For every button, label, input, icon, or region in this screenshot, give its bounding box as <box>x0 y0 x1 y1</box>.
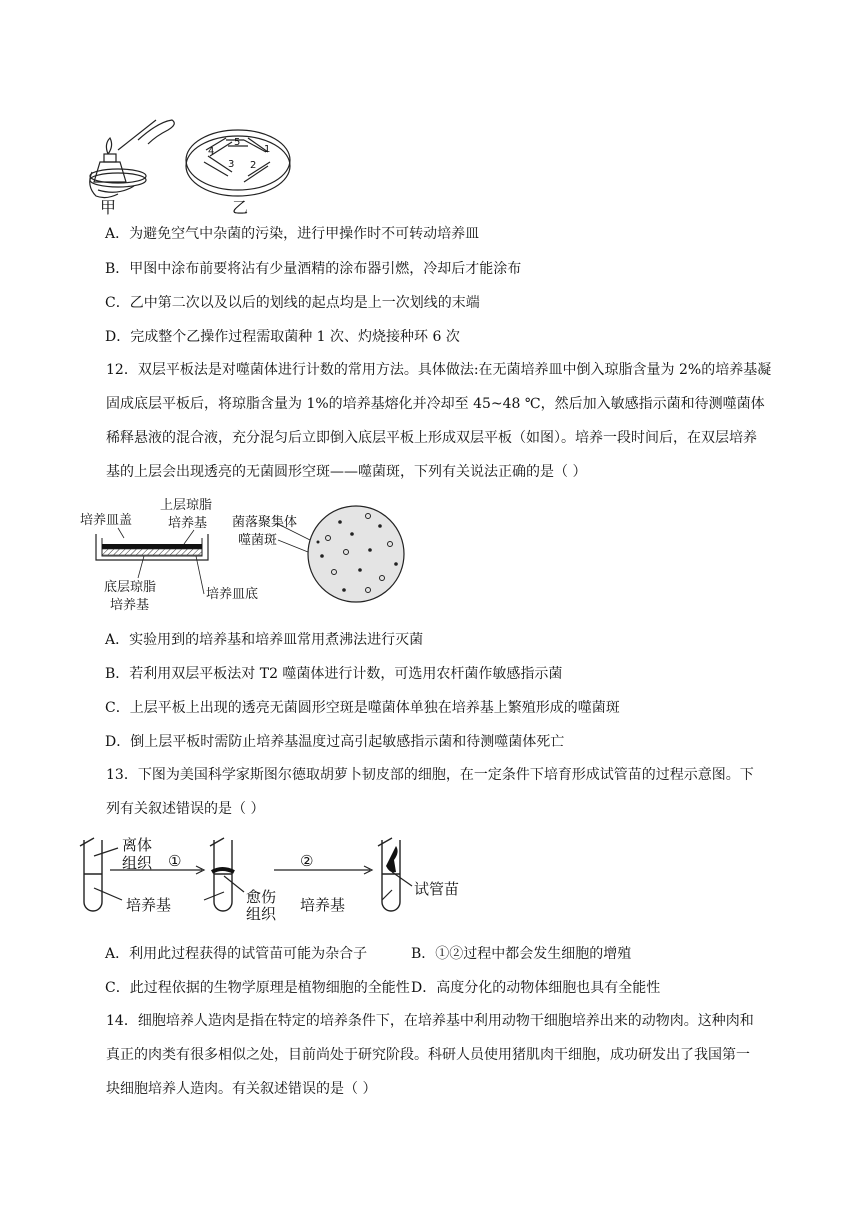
region-1: 1 <box>264 144 271 155</box>
region-2: 2 <box>250 160 257 171</box>
q14-stem-line: 真正的肉类有很多相似之处，目前尚处于研究阶段。科研人员使用猪肌肉干细胞，成功研发出了我国第一 <box>106 1047 750 1063</box>
q13-option-b: B．①②过程中都会发生细胞的增殖 <box>411 946 632 962</box>
label-callus-1: 愈伤 <box>246 888 277 906</box>
q12-option-d: D．倒上层平板时需防止培养基温度过高引起敏感指示菌和待测噬菌体死亡 <box>105 734 565 750</box>
q11-option-d: D．完成整个乙操作过程需取菌种 1 次、灼烧接种环 6 次 <box>105 329 460 345</box>
q13-option-c: C．此过程依据的生物学原理是植物细胞的全能性 <box>105 980 410 996</box>
label-explant-1: 离体 <box>122 836 153 854</box>
label-bottom-agar-2: 培养基 <box>110 598 150 613</box>
q11-option-b: B．甲图中涂布前要将沾有少量酒精的涂布器引燃，冷却后才能涂布 <box>105 261 522 277</box>
q12-stem-line: 12．双层平板法是对噬菌体进行计数的常用方法。具体做法:在无菌培养皿中倒入琼脂含量为 2%的培养基凝 <box>106 362 772 378</box>
label-explant-2: 组织 <box>122 854 153 872</box>
q13-stem-line: 列有关叙述错误的是（ ） <box>106 801 265 817</box>
q13-figure <box>74 830 474 922</box>
q13-options-row-1 <box>105 944 631 964</box>
q12-figure <box>78 494 418 620</box>
region-3: 3 <box>228 159 235 170</box>
label-colony: 菌落聚集体 <box>232 515 298 530</box>
q13-options-row-2 <box>105 978 660 998</box>
double-layer-plate-section <box>96 534 208 560</box>
q12-stem-line: 基的上层会出现透亮的无菌圆形空斑——噬菌斑，下列有关说法正确的是（ ） <box>106 464 587 480</box>
label-plantlet: 试管苗 <box>414 880 460 898</box>
label-medium-a: 培养基 <box>126 896 172 914</box>
q12-option-b: B．若利用双层平板法对 T2 噬菌体进行计数，可选用农杆菌作敏感指示菌 <box>105 666 563 682</box>
q12-stem-line: 固成底层平板后，将琼脂含量为 1%的培养基熔化并冷却至 45~48 ℃，然后加入敏感指示菌和待测噬菌体 <box>106 396 765 412</box>
plaque-plate-top-view <box>308 506 404 602</box>
label-dish-bottom: 培养皿底 <box>206 587 259 602</box>
q14-stem <box>106 1004 756 1106</box>
q12-option-a: A．实验用到的培养基和培养皿常用煮沸法进行灭菌 <box>105 632 424 648</box>
label-upper-agar-1: 上层琼脂 <box>160 498 213 513</box>
label-plaque: 噬菌斑 <box>238 533 278 548</box>
label-yi: 乙 <box>232 198 249 217</box>
q14-stem-line: 14．细胞培养人造肉是指在特定的培养条件下，在培养基中利用动物干细胞培养出来的动物肉。这种肉和 <box>106 1013 754 1029</box>
step-2-marker: ② <box>300 852 314 870</box>
label-medium-b: 培养基 <box>300 896 346 914</box>
q11-figure <box>78 110 298 220</box>
label-upper-agar-2: 培养基 <box>168 516 208 531</box>
q13-stem <box>106 758 756 826</box>
label-bottom-agar-1: 底层琼脂 <box>104 580 157 595</box>
q12-stem <box>106 353 772 489</box>
q12-option-c: C．上层平板上出现的透亮无菌圆形空斑是噬菌体单独在培养基上繁殖形成的噬菌斑 <box>105 700 620 716</box>
label-lid: 培养皿盖 <box>80 513 133 528</box>
region-5: 5 <box>234 137 241 148</box>
q12-stem-line: 稀释悬液的混合液，充分混匀后立即倒入底层平板上形成双层平板（如图）。培养一段时间后，在双层培养 <box>106 430 757 446</box>
region-4: 4 <box>208 146 215 157</box>
q11-option-a: A．为避免空气中杂菌的污染，进行甲操作时不可转动培养皿 <box>105 226 480 242</box>
q14-stem-line: 块细胞培养人造肉。有关叙述错误的是（ ） <box>106 1081 377 1097</box>
q11-option-c: C．乙中第二次以及以后的划线的起点均是上一次划线的末端 <box>105 295 480 311</box>
step-1-marker: ① <box>168 852 182 870</box>
label-jia: 甲 <box>100 198 117 217</box>
q13-option-d: D．高度分化的动物体细胞也具有全能性 <box>411 980 661 996</box>
q13-option-a: A．利用此过程获得的试管苗可能为杂合子 <box>105 946 368 962</box>
spreading-operation-diagram <box>90 120 175 198</box>
label-callus-2: 组织 <box>246 905 277 922</box>
q13-stem-line: 13．下图为美国科学家斯图尔德取胡萝卜韧皮部的细胞，在一定条件下培育形成试管苗的过程示意图。下 <box>106 767 754 783</box>
